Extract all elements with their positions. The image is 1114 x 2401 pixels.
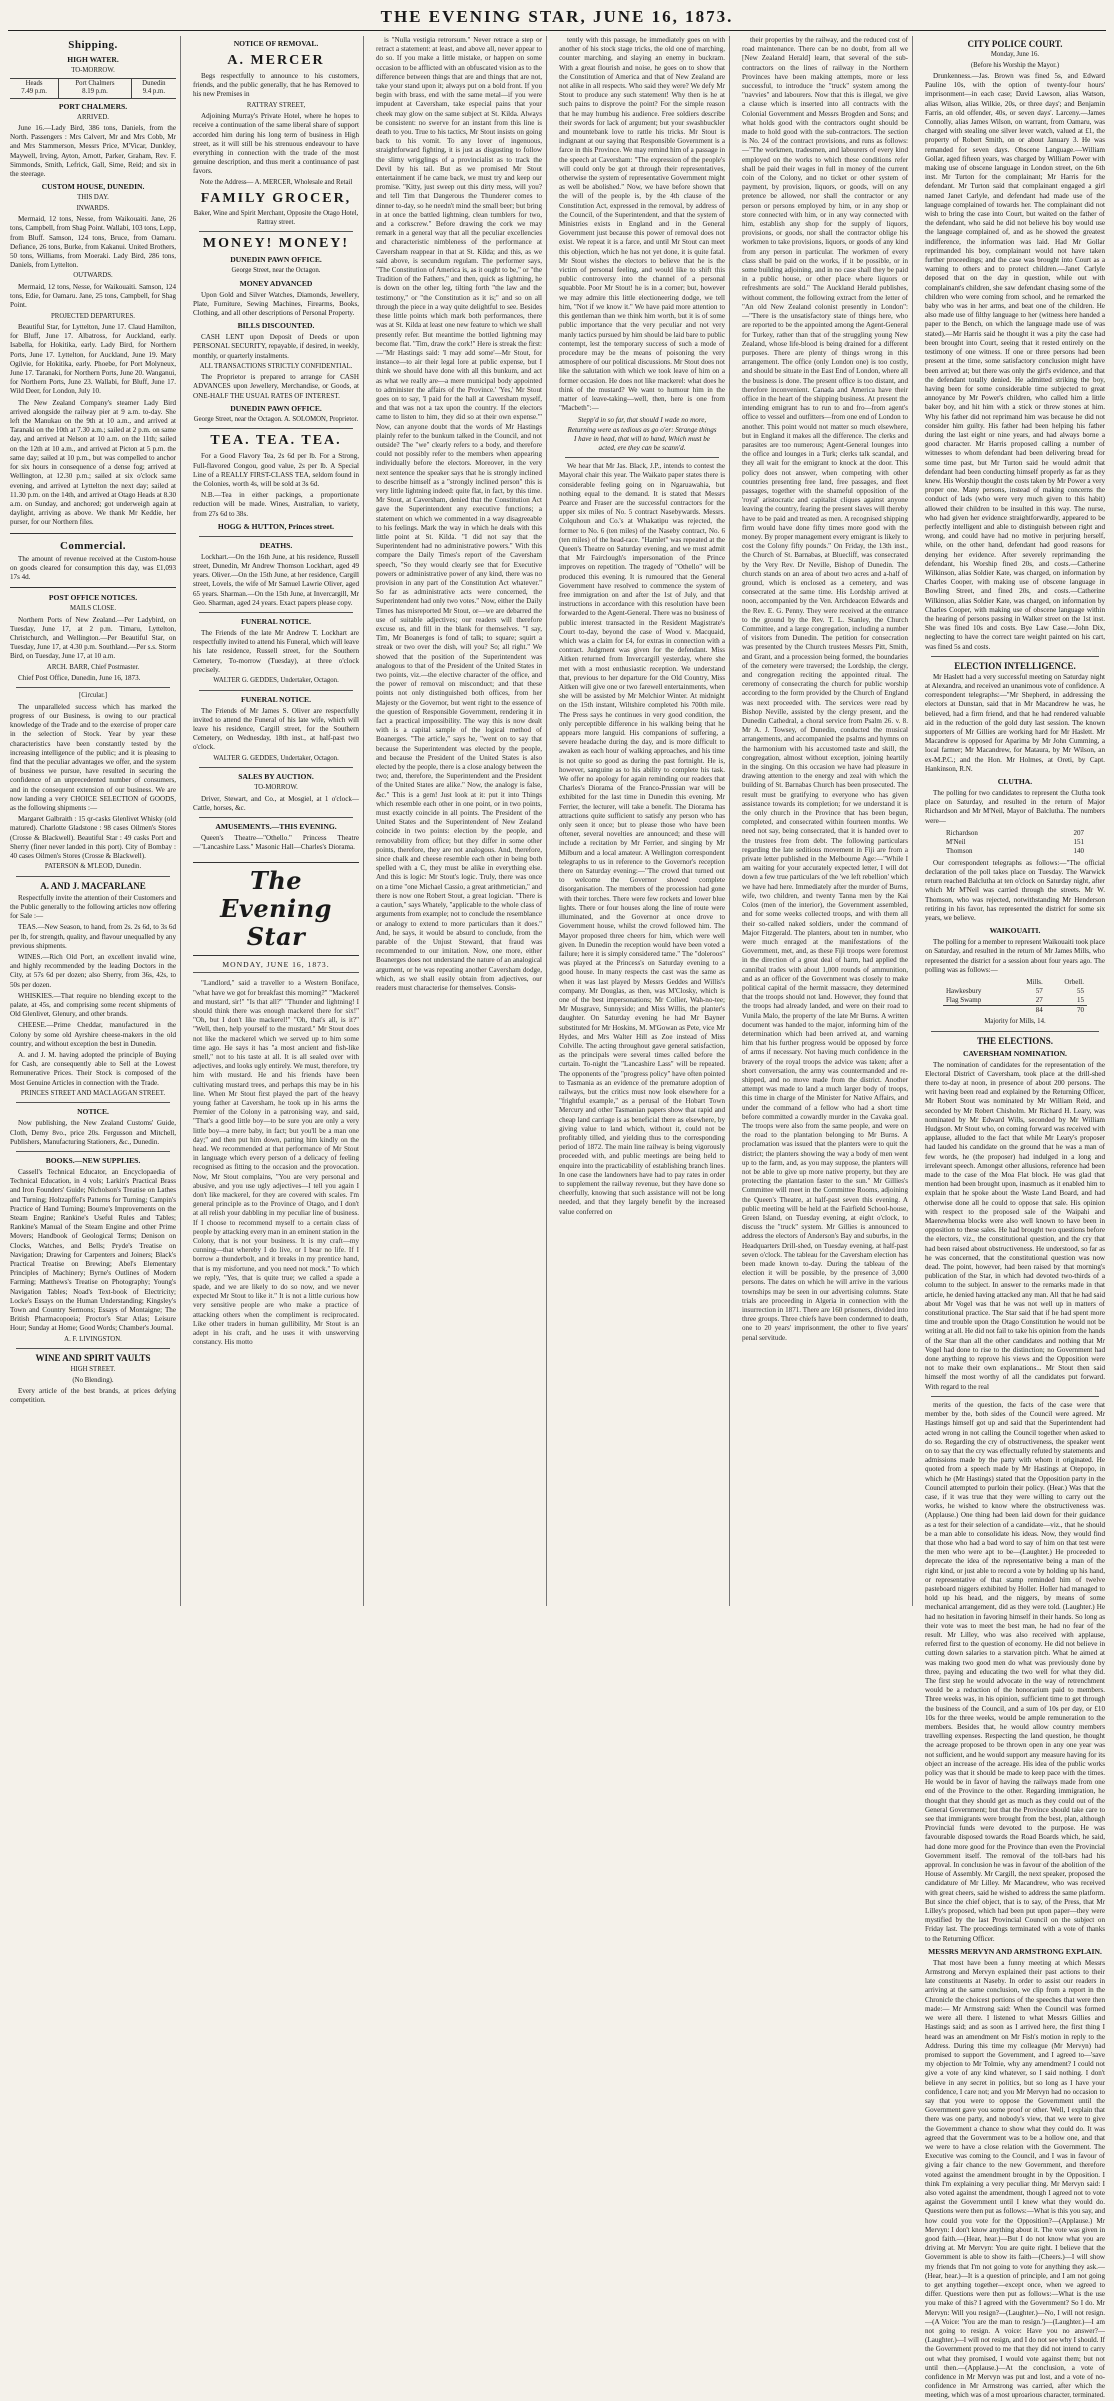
projected-text: Beautiful Star, for Lyttelton, June 17. Claud Hamilton, for Bluff, June 17. Albatross, for Auckland, early. Isabella, for Hokitika, early. Lady Bird, for Northern Ports, June 17. Lyttelton, for Auckland, June 19. Mary Ogilvie, for Hokitika, early. Phoebe, for Port Molyneux, June 17. Taranaki, for Northern Ports, June 20. Wanganui, for Northern Ports, June 23. Wallabi, for Bluff, June 17. Wild Deer, for London, July 10. — [10, 323, 176, 396]
tide-cell-dunedin: Dunedin 9.4 p.m. — [142, 79, 166, 95]
inwards-text: Mermaid, 12 tons, Nesse, from Waikouaiti. Jane, 26 tons, Campbell, from Shag Point. Wallabi, 103 tons, Lepp, from Bluff. Samson, 124 tons, Bruce, from Oamaru. Defiance, 26 tons, Burke, from Kakanui. United Brothers, 50 tons, Williams, from Moeraki. Lady Bird, 286 tons, Daniels, from Lyttelton. — [10, 215, 176, 270]
amusements-text: Queen's Theatre—"Othello." Princess Theatre—"Lancashire Lass." Masonic Hall—Charles's Diorama. — [193, 833, 359, 852]
projected-heading: PROJECTED DEPARTURES. — [51, 312, 135, 320]
deaths-heading: DEATHS. — [259, 540, 293, 550]
column-2 — [189, 36, 364, 1606]
post-office-heading: POST OFFICE NOTICES. — [48, 593, 138, 603]
amusements-heading: AMUSEMENTS.—THIS EVENING. — [215, 821, 337, 831]
conf-heading: ALL TRANSACTIONS STRICTLY CONFIDENTIAL. — [199, 362, 353, 370]
auction-heading: SALES BY AUCTION. — [238, 772, 314, 782]
column-5 — [738, 36, 913, 1606]
hogg-sign: HOGG & HUTTON, Princes street. — [217, 521, 335, 531]
aj-teas: TEAS.—New Season, to hand, from 2s. 2s 6d, to 3s 6d per lb, for strength, quality, and flavour unequalled by any previous shipments. — [10, 923, 176, 950]
tea-text: For a Good Flavory Tea, 2s 6d per lb. For a Strong, Full-flavored Congou, good value, 2s per lb. A Special Line of a REALLY FIRST-CLASS TEA, seldom found in the Colonies, worth 4s, will be sold at 3s 6d. — [193, 452, 359, 488]
clutha-heading: CLUTHA. — [997, 777, 1033, 787]
court-date: Monday, June 16. — [990, 51, 1040, 58]
customs-heading: CUSTOM HOUSE, DUNEDIN. — [41, 182, 145, 192]
clutha-text: The polling for two candidates to represent the Clutha took place on Saturday, and resulted in the return of Major Richardson and Mr M'Neil, Mayor of Balclutha. The numbers were— — [925, 789, 1105, 825]
court-before: (Before his Worship the Mayor.) — [970, 61, 1060, 69]
books-heading: BOOKS.—NEW SUPPLIES. — [45, 1155, 141, 1165]
circular-text: The unparalleled success which has marked the progress of our Business, is owing to our practical knowledge of the Trade and to the exercise of proper care in the selection of Stock. Year by year these characteristics have been constantly tested by the increasing intelligence of the public; and it is pleasing to find that the peculiar advantages we offer, and the system of business we pursue, have resulted in securing the confidence of an unprecedented number of consumers, and in the consequent extension of our business. We are now landing a very CHOICE SELECTION of GOODS, as the following shipments :— — [10, 702, 176, 813]
mails-close-heading: MAILS CLOSE. — [69, 605, 117, 613]
election-heading: ELECTION INTELLIGENCE. — [954, 660, 1076, 671]
arrived-text: June 16.—Lady Bird, 386 tons, Daniels, from the North. Passengers : Mrs Calvert, Mr and Mrs Cobb, Mr and Mrs Stammerson, Messrs Price, M'Vicar, Dunkley, Maywell, Irving, Ayton, Arnott, Parker, Graham, Rev. F. Simmonds, Smith, Lefrick, Gall, Sime, Reid; and six in the steerage. — [10, 124, 176, 179]
wine-note: (No Blending). — [72, 1376, 114, 1384]
mercer-heading: A. MERCER — [227, 53, 325, 68]
aj-text: Respectfully invite the attention of their Customers and the Public generally to the following articles now offering for Sale :— — [10, 893, 176, 921]
pawn-text-2: The Proprietor is prepared to arrange for CASH ADVANCES upon Jewellery, Merchandise, or Goods, at ONE-HALF THE USUAL RATES OF INTEREST. — [193, 373, 359, 400]
clutha-row: M'Neil 151 — [946, 837, 1084, 846]
clutha-row: Thomson 140 — [946, 846, 1084, 855]
court-heading: CITY POLICE COURT. — [967, 39, 1063, 49]
elections-heading: THE ELECTIONS. — [976, 1035, 1054, 1046]
aj-cheese: CHEESE.—Prime Cheddar, manufactured in the Colony by some old Ayrshire cheese-makers in the old country, and without exception the best in Dunedin. — [10, 1021, 176, 1048]
column-6-main — [921, 36, 1109, 2400]
bills-heading: BILLS DISCOUNTED. — [237, 321, 315, 331]
high-water-sub: TO-MORROW. — [71, 67, 115, 74]
waik-row: Hawkesbury 57 55 — [946, 987, 1084, 996]
customs-this-day: THIS DAY. — [77, 194, 109, 202]
mercer-address: Note the Address— A. MERCER, Wholesale and Retail — [199, 178, 353, 186]
inwards-heading: INWARDS. — [76, 204, 110, 212]
wine-sub: HIGH STREET. — [70, 1366, 116, 1374]
circular-items: Margaret Galbraith : 15 qr-casks Glenlivet Whisky (old matured). Charlotte Gladstone : 98 cases Oilmen's Stores (Crosse & Blackwell). Beautiful Star : 49 casks Port and Sherry (finer never landed in this port). City of Bombay : 40 cases Oilmen's Stores (Crosse & Blackwell). — [10, 815, 176, 861]
shipping-heading: Shipping. — [68, 39, 118, 51]
column-1 — [6, 36, 181, 1606]
mails-office: Chief Post Office, Dunedin, June 16, 1873. — [18, 674, 141, 683]
speech-continued: merits of the question, the facts of the case were that member by the, both sides of the Council were agreed. Mr Hastings himself got up and said that the Superintendent had acted wrong in not calling the Council together when asked to do so. Regarding the cry of obstructiveness, the speaker went on to say that the cry was effectually refuted by statements and admissions made by the party with whom it originated. He quoted from a speech made by Mr Hastings at Otepopo, in which he (Mr Hastings) stated that the Opposition party in the Council attempted to purloin their policy. (Hear.) Was that the case, if it was true that they were willing to carry out the works, he wished to know where the obstructiveness was. (Applause.) One thing had been laid down for their guidance as a test for their selection of a candidate—viz., that he should be a man able to consolidate his ideas. Now, they would find that those who had a bad word to say of him on that test were the men who were apt to be—(Laughter.) He proceeded to deprecate the idea of the representative being a man of the right kind, or just able to record a vote by holding up his hand, or representative of that stamp reminded him of twelve pasteboard niggers exhibited by Holler. Holler had managed to hold up his head, and the niggers, by means of some mechanical arrangement, did as they were told. (Laughter.) He had no hesitation in favoring himself in their hands. So long as their vote was to meet the best man, he had no fear of the result. Mr Lilley, who was also received with applause, referred first to the question of economy. He did not believe in cutting down salaries to a starvation pitch. What he aimed at was making two good men do what was previously done by three, paying and educating the two well for what they did. The first step he would advocate in the way of retrenchment would be a reduction of the honorarium paid to members. Three weeks was, in his opinion, sufficient time to get through the business of the Council, and a sum of 10s per day, or £10 10s for the three weeks, would be ample remuneration to the members. Besides that, he would allow country members travelling expenses. Respecting the land question, he thought the acreage proposed to be thrown open in any one year was not sufficient, and he would support any measure having for its object an increase of the acreage. His idea of the public works policy was that it should be made to keep pace with the times. He would be in favor of having the railways made from one end of the Province to the other. Regarding immigration, he thought that they should get as much as they could out of the General Government; but that the Province should take care to see that immigrants were brought from the best, plan, although Provincial funds were devoted to the purpose. He was favourable disposed towards the Road Boards which, he said, had done more good for the Province than even the Provincial Government itself. The removal of the toll-bars had his approval. In conclusion he was in favour of the abolition of the House of Assembly. Mr Cargill, the next speaker, proposed the candidature of Mr Lilley. Mr Macandrew, who was received with great cheers, said he wished to address the same platform. But since the chief object, that is to say, of the Press, that Mr Lilley's proposed, which had been put upon paper—they were mystified by the last Provincial Council on the subject on Friday last. The proceedings terminated with a vote of thanks to the Returning Officer. — [925, 1400, 1105, 1943]
leader-continued: is "Nulla vestigia retrorsum." Never retrace a step or retract a statement: at least, and above all, never appear to do so. If you make a little mistake, or happen on some occasion to be afflicted with an obfuscated vision as to the difference between things that are and things that are not, take your stand upon it; always put on a bold front. If you begin with brass, end with the same metal—if you were impudent at Caversham, take especial pains that your cheek may glow on the same subject at St. Kilda. Always be consistent: no swerve for an instant from this line is death to you. True to his tactics, Mr Stout insists on going back to his vomit. To any lover of ingenuous, straightforward fighting, it is just as disgusting to follow the slimy wrigglings of a provincialist as to track the Devil by his tail. But as we promised Mr Stout entertainment if he came back, we must try and keep our promise. "Kitty, just sweep out this dirty mess, will you? and tell Tim that Dangerous the Thunderer comes to dinner to-day, so he needn't mind the small beer; but bring in at once the battled lightning, clean tumblers for two, and a corkscrew." Before drawing the cork we may remark in a general way that all the peculiar excellencies and characteristic nimbleness of the performance at Caversham reappear in that at St. Kilda; and this, as we said above, is secundum regulam. The performer says, "The Constitution of America is, as it ought to be," or "the Tradition of the Fathers," and then, quick as lightning, he is down on the other leg, tilting forth "the law and the testimony," or "the Constitution as it is;" and so on all through the piece in a way quite delightful to see. Besides these little points which mark both performances, there was at St. Kilda at least one new feature to which we shall presently refer. But meantime the bottled lightning may become flat. "Tim, draw the cork!" Here is streak the first:—"Mr Hastings said: 'I may add some'—Mr Stout, for instance—to air their legal lore at public expense, but I think we should have done with all this bunkum, and act as what we really are—a mere municipal body appointed to administer the affairs of the Province.' 'Yes,' Mr Stout goes on to say, 'I paid for the hall at Caversham myself, and that was not a tax upon the country. If the electors came to listen to him, they did so at their own expense.'" Now, can anyone doubt that the words of Mr Hastings plainly refer to the bunkum talked in the Council, and not outside? The "we" clearly refers to a body, and therefore could not possibly refer to the members when appearing individually before the electors. Moreover, in the very next sentence the speaker says that he is strongly inclined to describe himself as a "strongly inclined person" this is very little lightning indeed: quite flat, in fact, by this time. Mr Stout, at Caversham, denied that the Constitution Act gave the Superintendent any executive functions; a statement on which we commented in a way disagreeable to his feelings. Mark the way in which he deals with this little point at St. Kilda. "I did not say that the Superintendent had no administrative powers." With this compare the Daily Times's report of the Caversham speech, "So they would clearly see that for Executive powers or administrative power of any kind, there was no provision in any part of the Constitution Act whatever." So far as administrative acts were concerned, the Superintendent had only two votes." Now, either the Daily Times has misreported Mr Stout, or—we are debarred the use of suitable adjectives; our readers will therefore excuse us, and fill in the blank for themselves. "I say, Tim, Mr Boanerges is fond of talk; to square; squirt a streak or two over the dish, will you? So; all right." We showed that the position of the Superintendent was analogous to that of the President of the United States in two points, viz.—the elective character of the office, and the power of removal on misconduct; and that these points not only distinguished both offices, from her Majesty or the Governor, but went right to the essence of the question of Responsible Government, rendering it in fact a practical impossibility. The way this is now dealt with is a capital sample of the logical method of Boanerges. "The article," says he, "went on to say that because the Superintendent was elected by the people, and because the President of the United States is also elected by the people, there is a close analogy between the two; and, therefore, the Superintendent and the President of the United States are alike." Now, the analogy is false, &c." This is a gem! Just look at it: put it into Things which resemble each other in one point, or in two points, must exactly coincide in all points. The President of the United States and the Superintendent of New Zealand coincide in two points: election by the people, and removability from office; but they differ in some other points, therefore, they are not analogous. And, therefore, since chalk and cheese resemble each other in being both spelled with a C, they must be alike in everything else. And this is logic: Mr Stout's logic. Truly, there was once on a time "one Michael Cassio, a great arithmetician," and there is now one Robert Stout, a great logician. "There is a caution," says Whately, "applicable to the whole class of arguments from example; not to conclude the resemblance or analogy to extend to more particulars than it does." And, he says, it would be absurd to conclude, from the parable of the Unjust Steward, that fraud was recommended to our imitation. Now, one more, either Boanerges does not understand the nature of an analogical argument, or he was repeating another Caversham dodge, which, as we shall easily obtain from adjectives, our readers must characterise for themselves. Consis- — [376, 36, 542, 992]
funeral-heading-1: FUNERAL NOTICE. — [240, 617, 312, 626]
circular-sign: PATERSON & M'LEOD, Dunedin. — [44, 863, 142, 871]
clutha-row: Richardson 207 — [946, 828, 1084, 837]
pawn-heading: DUNEDIN PAWN OFFICE. — [230, 255, 322, 265]
books-text: Cassell's Technical Educator, an Encyclopaedia of Technical Education, in 4 vols; Larkin's Practical Brass and Iron Founders' Guide; Nicholson's Treatise on Lathes and Turning; Holtzapffel's Patterns for Turning; Campin's Practice of Hand Turning; Bourne's Improvements on the Steam Engine; Rankine's Useful Rules and Tables; Rankine's Manual of the Steam Engine and other Prime Movers; Handbook of Geological Terms; Denison on Clocks, Watches, and Bells; Pryde's Treatise on Navigation; Drawing for Carpenters and Joiners; Black's Practical Treatise on Brewing; Abel's Elementary Principles of Machinery; Byrne's Outlines of Modern Farming; Matthews's Treatise on Photography; Young's Navigation Tables; Noad's Text-book of Electricity; Locke's Essays on the Human Understanding; Kingsley's Town and Country Sermons; Essays of Montaigne; The British Pharmacopoeia; Proctor's Star Atlas; Leisure Hour; Sunday at Home; Good Words; Chamber's Journal. — [10, 1167, 176, 1333]
pawn-office: DUNEDIN PAWN OFFICE. — [230, 403, 322, 413]
news-continued: their properties by the railway, and the reduced cost of road maintenance. There can be no doubt, from all we [New Zealand Herald] learn, that several of the sub-contractors on the lines of railway in the Northern Provinces have been making attempts, more or less successful, to introduce the "truck" system among the "navvies" and labourers. Now that this is illegal, we give a clause which is inserted into all contracts with the Colonial Government and Messrs Brogden and Sons; and what holds good with the contractors ought should be made to hold good with the sub-contractors. The section is No. 24 of the contract provisions, and runs as follows:—"The workmen, tradesmen, and labourers of every kind employed on the works to which these conditions refer shall be paid their wages in full in money of the current coin of the Colony, and no ticket or other system of payment, by provision, liquors, or goods, will on any pretence be allowed, nor shall the contractor or any person or persons employed by him, or in any shop or store connected with him, or in any way connected with him, establish any shop for the supply of liquors, provisions, or goods, nor shall the contractor oblige his workmen to take provisions, liquors, or goods of any kind from any person in particular. The workmen of every class shall be paid on the works, if it be possible, or in some building adjoining, and in no case shall they be paid in a public house, or other place where liquors or refreshments are sold." The Auckland Herald publishes, without comment, the following extract from the letter of "An old New Zealand colonist presently in London":—"There is the unsatisfactory state of things here, who are reported to be the appointed among the Agent-General for Turkey, rather than that of the struggling young New Zealand, whose life-blood is being drained for a different purposes. There are plenty of things wrong in this arrangement. The office (only London one) is too costly, and should be situate in the East End of London, where all the business is done. The present office is too distant, and therefore inconvenient. Canada and America have their office in the heart of the shipping business. At present the intending emigrant has to run to and fro—from agent's office to vessel and outfitters—from one end of London to another. This point would not matter so much elsewhere, but in England it makes all the difference. The clerks and parasites are too numerous; Agent-General lounges into the office and lounges in a Turk; clerks talk scandal, and they all wait for the emigrant to knock at the door. This policy does not answer, when competing with other countries presenting free land, free passages, and fleet passages, together with the shameful opposition of the 'royal' aristocratic and capitalist cliques against anyone leaving the country, fearing the present slaves will thereby have to be paid and treated as men. A recognised shipping firm would have done fifty times more good with the money. By proper management every emigrant is likely to cost the Colony fifty pounds." On Friday, the 13th inst., the Church of St. Barnabas, at Bluecliff, was consecrated by the Very Rev. Dr Neville, Bishop of Dunedin. The church stands on an area of about two acres and a-half of ground, which is enclosed as a cemetery, and was consecrated at the same time. His Lordship arrived at noon, accompanied by the Ven. Archdeacon Edwards and the Rev. E. G. Penny. They were received at the entrance to the ground by the Rev. T. L. Stanley, the Church Committee, and a large congregation, including a number of visitors from Dunedin. The petition for consecration was presented by the Church trustees Messrs Pitt, Smith, and Grant, and a procession being formed, the boundaries of the cemetery were traversed; the Lordship, the clergy, and congregation reciting the appointed ritual. The ceremony of consecrating the church for public worship according to the form provided by the Church of England was next proceeded with. The services were read by Bishop Neville, assisted by the clergy present, and the Dunedin Cathedral, a choral service from Psalm 26. v. 8. Mr A. J. Towsey, of Dunedin, conducted the musical arrangements, and accompanied the psalms and hymns on the harmonium with his accustomed taste and skill, the congregation, almost without exception, joining heartily in the singing. On this occasion we have had pleasure in drawing attention to the energy and zeal with which the building of St. Barnabas Church has been prosecuted. The result must be gratifying to everyone who has given assistance towards its completion; for we understand it is the only church in the Province that has been begun, completed, and consecrated within fourteen months. We need not say, being consecrated, that it is handed over to the trustees free from debt. The following particulars regarding the late seditious movement in Fiji are from a private letter published in the Melbourne Age:—"While I am waiting for your accurately expected letter, I will dot down a few true particulars of the 'we left rebellion' which we have had here. Immediately after the murder of Burns, wife, two children, and twenty Tanna men by the Kai Colos (men of the interior), the Government assembled, and for some weeks collected troops, and with them all their so-called naked soldiers, under the command of Major Fitzgerald. The planters, about ten in number, who were much enraged at the manifestations of the Government, met, and, as these Fiji troops were foremost in the direction of a great deal of harm, had applied the cannibal trades with about 1,000 rounds of ammunition, and as an officer of the Government was closely to make political capital of the hermit massacre, they determined that the troops should not land. However, they found that the troops had already landed, and were on their road to Vunila Malo, the property of the late Mr Burns. A written document was handed to the major, informing him of the determination which had been arrived at, and warning him that his further progress would be opposed by force of arms if necessary. Not having much confidence in the bravery of the royal troops the advice was taken; after a short conversation, the army was countermanded and re-shipped, and no move made from the district. Another attempt was made to land a much larger body of troops, this time in charge of the Minister for Native Affairs, and under the command of a fellow who had a short time before committed a cowardly murder in the Cavaka goal. The troops were also from the same people, and were on the road to the plantation belonging to Mr Burns. A proclamation was issued that the planters were to quit the district; the planters showing the way a body of men went up to the farm, and, as you may suppose, the planters will not be able to give up more native property, but they are protecting the plantation faster to the sun." Mr Gillies's Committee will meet in the Committee Rooms, adjoining the Queen's Theatre, at half-past seven this evening. A public meeting will be held at the Fairfield School-house, Green Island, on Tuesday evening, at eight o'clock, to discuss the "truck" system. Mr Gillies is announced to address the electors of Anderson's Bay and suburbs, in the Headquarters Drill-shed, on Tuesday evening, at half-past seven o'clock. The tableau for the Caversham election has been made known to-day. During the tableau of the election it will be possible, by the presence of 3,000 persons. The dates on which he will arrive in the various townships may be seen in our advertising columns. State trials are proceeding in Algeria in connection with the insurrection in 1871. There are 160 prisoners, divided into three groups. Three chiefs have been condemned to death, one to 20 years' imprisonment, the other to five years' penal servitude. — [742, 36, 908, 1342]
mails-text: Northern Ports of New Zealand.—Per Ladybird, on Tuesday, June 17, at 2 p.m. Timaru, Lyttelton, Christchurch, and Wellington.—Per Beautiful Star, on Tuesday, June 17, at 4.30 p.m. Southland.—Per s.s. Storm Bird, on Tuesday, June 17, at 10 a.m. — [10, 615, 176, 661]
funeral-text-2: The Friends of Mr James S. Oliver are respectfully invited to attend the Funeral of his late wife, which will leave his residence, Cargill street, for the Southern Cemetery, on Wednesday, 18th inst., at half-past two o'clock. — [193, 706, 359, 752]
family-grocer-heading: FAMILY GROCER, — [200, 191, 352, 207]
court-text: Drunkenness.—Jas. Brown was fined 5s, and Edward Pauline 10s, with the option of twenty-four hours' imprisonment—in each case; David Lawson, alias Watson, alias Wilson, alias Wilkie, 20s, or three days'; and Benjamin Farris, an old offender, 40s, or seven days'. Larceny.—James Connolly, alias James Wilson, on warrant, from Oamaru, was charged with stealing one silver lever watch, valued at £1, the property of Robert Smith, on or about January 3. He was remanded for seven days. Obscene Language.—William Gollar, aged fifteen years, was charged by William Power with making use of obscene language in London street, on the 6th inst. Mr Turton for the complainant; Mr Harris for the defendant. Mr Turton said that complainant engaged a girl named Janet Carlyle, and defendant had made use of the language complained of towards her. The complainant did not wish to bring the case into Court, but waited on the father of the defendant, who said he did not believe his boy would use the language complained of, and as he showed the greatest indifference, the information was laid. Had Mr Gollar reprimanded his boy, complainant would not have taken further proceedings; and the case was brought into Court as a warning to others and to protect children.—Janet Carlyle deposed that on the day in question, while out with complainant's children, she saw defendant chasing some of the children who were coming from school, and he remarked the baby who was in her arms, and beat one of the children. He also made use of filthy language to her (witness here handed a paper to the Bench, on which the language made use of was stated).—Mr Harris said he thought it was a pity the case had been brought into Court, seeing that it rested entirely on the testimony of one witness. If one or three persons had been present at the time, some satisfactory conclusion might have been arrived at; but there was only the girl's evidence, and that the defendant totally denied. He admitted striking the boy, having been for some considerable time subjected to great annoyance by Mr Power's children, who called him a little baker boy, and hit him with a stick or threw stones at him. Why his father did not reprimand him was because he did not consider him guilty. His father had been helping his father during the last eight or nine years, and had always borne a good character. Mr Harris proposed calling a number of witnesses to whom defendant had been delivering bread for some time past, but Mr Turton said he would admit that defendant had been conducting himself properly as far as they knew. His Worship thought the costs taken by Mr Power a very proper one. Many persons, instead of making concerns the conduct of lads (who were very much given to this habit) allowed their children to be insulted in this way. The nurse, who had given her evidence straightforwardly, appeared to be perfectly intelligent and able to distinguish between right and wrong, and could have had no motive in perjuring herself, while, on the other hand, defendant had good reasons for denying her evidence. After severely reprimanding the defendant, his Worship fined 20s, and costs.—Catherine Wilkinson, alias Soldier Kate, was charged, on information by Charles Cooper, with making use of obscene language in Bowling Street, and fined 20s, and costs.—Catherine Wilkinson, alias Soldier Kate, was charged, on information by Charles Cooper, with making use of obscene language within the hearing of persons passing in Walker street on the 1st inst. She was fined 10s and costs. Bye Law Case.—John Dix, neglecting to have the correct tare weight painted on his cart, was fined 5s and costs. — [925, 72, 1105, 651]
clutha-poll-table — [943, 829, 1087, 856]
mails-sign: ARCH. BARR, Chief Postmaster. — [46, 663, 140, 671]
column-3 — [372, 36, 547, 1606]
pawn-sign: George Street, near the Octagon. A. SOLOMON, Proprietor. — [193, 415, 359, 423]
leader-end: tently with this passage, he immediately goes on with another of his stock stage tricks, the old one of marching, counter marching, and slaying an enemy in buckram. With a great flourish and noise, he goes on to show that the Constitution of America and that of New Zealand are not alike in all respects. Who said they were? We defy Mr Stout to produce any such statement! Why then is he at such pains to disprove the point? For the simple reason that he may humbug his audience. Free soldiers describe their swords for lack of argument; but your swashbuckler and mountebank love to rattle his tricks. Mr Stout is indignant at our saying that Responsible Government is a farce in this Province. We may remind him of a passage in the speech at Caversham: "The expression of the people's will could only be got at through their representatives, otherwise the system of representative Government might as well be abolished." Now, we have before shown that the will of the people is, by the 4th clause of the Constitution Act, expressed in the removal, by address of the Council, of the Superintendent, and that the system of Ministries exists in England and in the General Government just because this power of removal does not exist. We repeat it is a farce, and until Mr Stout can meet this objection, which he has not yet done, it is quite fatal. Mr Stout wishes the electors to believe that he is the victim of personal feeling, and would like to shift this public controversy into the channel of a personal squabble. Poor Mr Stout! he is in a corner; but, however we may admire this little electioneering dodge, we tell him, "Not if we know it." We have paid more attention to this gentleman than we think him worth, but it is of some public importance that the very peculiar and not very manly tactics pursued by him should be laid bare to public contempt, lest the temporary success of such a mode of procedure may be the means of poisoning the very atmosphere of our political discussions. Mr Stout does not like the salutation with which we took leave of him on a former occasion. He does not like mackerel: what does he think of the mustard? We want to humour him in the matter of leave-taking—well, then, here is one from "Macbeth":— — [559, 36, 725, 413]
column-4 — [555, 36, 730, 1606]
high-water-heading: HIGH WATER. — [67, 55, 119, 64]
funeral-text-1: The Friends of the late Mr Andrew T. Lockhart are respectfully invited to attend his Funeral, which will leave his late residence, Russell street, for the Southern Cemetery, To-morrow (Tuesday), at three o'clock precisely. — [193, 629, 359, 674]
mercer-street: RATTRAY STREET, — [246, 101, 306, 109]
shipping-note: The New Zealand Company's steamer Lady Bird arrived alongside the railway pier at 9 a.m. to-day. She left the Manukau on the 9th at 10 a.m., and arrived at Taranaki on the 10th at 7.30 a.m.; sailed at 2 p.m. on same day, and arrived at Nelson at 10 a.m. on the 11th; sailed on the 12th at 10 a.m., and arrived at Picton at 5 p.m. the same day; sailed at 10 p.m., but was compelled to anchor for six hours in consequence of a dense fog; arrived at Wellington, at 12.30 p.m.; sailed at six o'clock same evening, and arrived at Lyttelton the next day; sailed at 11.30 p.m. on the 14th, and arrived at Otago Heads at 8.30 a.m. on Sunday, and anchored; got underweigh again at daylight, arriving as above. We thank Mr Keddie, her purser, for our Northern files. — [10, 398, 177, 527]
aj-address: PRINCES STREET AND MACLAGGAN STREET. — [20, 1089, 166, 1097]
aj-whisky: WHISKIES.—That require no blending except to the palate, at 45s, and comprising some recent shipments of Old Glenlivet, Glenury, and other brands. — [10, 991, 176, 1019]
auction-text: Driver, Stewart, and Co., at Mosgiel, at 1 o'clock—Cattle, horses, &c. — [193, 794, 359, 812]
outwards-text: Mermaid, 12 tons, Nesse, for Waikouaiti. Samson, 124 tons, Edie, for Oamaru. Jane, 25 tons, Campbell, for Shag Point. — [10, 282, 176, 310]
arrived-heading: ARRIVED. — [77, 113, 109, 121]
books-sign: A. F. LIVINGSTON. — [64, 1335, 122, 1343]
wine-heading: WINE AND SPIRIT VAULTS — [35, 1353, 151, 1364]
circular-heading: [Circular.] — [78, 692, 108, 700]
aj-closing: A. and J. M. having adopted the principle of Buying for Cash, are consequently able to Sell at the Lowest Remunerative Prices. Their Stock is composed of the Most Genuine Articles in connection with the Trade. — [10, 1051, 176, 1087]
funeral-sign-2: WALTER G. GEDDES, Undertaker, Octagon. — [213, 754, 339, 762]
page-masthead: THE EVENING STAR, JUNE 16, 1873. — [8, 4, 1106, 31]
pawn-sub: George Street, near the Octagon. — [231, 267, 321, 275]
caversham-heading: CAVERSHAM NOMINATION. — [963, 1048, 1067, 1058]
leader-text: "Landlord," said a traveller to a Western Boniface, "what have we got for breakfast this morning?" "Mackerel and mustard, sir!" "Is that all?" "Thunder and lightning! I should think there was enough mackerel there for six!" "Oh, but I don't like mackerel!" "Oh, that's all, is it?" "Well, then, help yourself to the mustard." Mr Stout does not like the mackerel which we served up to him some time ago. He says it has "a most ancient and fish-like smell," not to his taste at all. It is all sealed over with adjectives, and looks ugly entirely. We must, therefore, try him with mustard. He and his friends have been cultivating mustard trees, and perhaps this may be in his line. When Mr Stout first played the part of the heavy young father at Caversham, he took up in his arms the Premier of the Colony in a patronising way, and said, "That's a good little boy—to be sure you are only a very little boy—a mere baby, in fact; but you'll be a man one day;" and then put him down, patting him kindly on the head. We recommended at that performance of Mr Stout in language which every person of a delicacy of feeling recognised as fitting to the occasion and the provocation. Now, Mr Stout complains, "You are very personal and abusive, and you use ugly adjectives—I tell you again I don't like mackerel, for they are covered with scales. I'm general principle as to the Province of Otago, and I don't at all relish your dabbling in my peculiar line of business. If I choose to recommend myself to a certain class of people by attacking every man in an eminent station in the Colony, that is not your business. It is my craft—my cunning—that whereby I do live, or I bear no life. If I borrow a thunderbolt, and it breaks in my prentice hand, that is my misfortune, and you need not mock." To which we reply, "Yes, that is quite true; we called a spade a spade, and we are likely to do so now, and we never expected Mr Stout to like it." It is not a little curious how very sensitive people are who make a practice of attacking others when the compliment is reciprocated. Like other traders in human gullibility, Mr Stout is an adept in his craft, and he uses it with unswerving constancy. His motto — [193, 979, 359, 1347]
paper-title: The Evening Star — [193, 862, 359, 956]
tide-cell-port: Port Chalmers 8.19 p.m. — [59, 78, 132, 98]
port-chalmers-heading: PORT CHALMERS. — [58, 101, 128, 111]
notice-text: Now publishing, the New Zealand Customs' Guide, Cloth, Demy 8vo., price 20s. Fergusson and Mitchell, Publishers, Manufacturing Stationers, &c., Dunedin. — [10, 1119, 176, 1146]
mercer-sub: Baker, Wine and Spirit Merchant, Opposite the Otago Hotel, Rattray street. — [193, 210, 359, 226]
aj-heading: A. AND J. MACFARLANE — [40, 880, 146, 891]
removal-heading: NOTICE OF REMOVAL. — [233, 39, 319, 48]
pawn-adv: MONEY ADVANCED — [239, 278, 313, 288]
funeral-sign-1: WALTER G. GEDDES, Undertaker, Octagon. — [213, 677, 339, 685]
paper-date: MONDAY, JUNE 16, 1873. — [193, 960, 359, 973]
tea-text-2: N.B.—Tea in either packings, a proportionate reduction will be made. Wines, Australian, to variety, from 27s 6d to 38s. — [193, 491, 359, 518]
deaths-text: Lockhart.—On the 16th June, at his residence, Russell street, Dunedin, Mr Andrew Thomson Lockhart, aged 49 years. Oliver.—On the 15th June, at her residence, Cargill street, Lovels, the wife of Mr Samuel Lawrie Oliver, aged 65 years. Sharman.—On the 15th June, at Invercargill, Mr Geo. Sharman, aged 24 years. Exact papers please copy. — [193, 552, 359, 607]
money-heading: MONEY! MONEY! — [202, 236, 350, 252]
waik-row: 84 70 — [943, 1006, 1087, 1016]
waikouaiti-majority: Majority for Mills, 14. — [984, 1018, 1046, 1026]
waikouaiti-heading: WAIKOUAITI. — [989, 926, 1041, 936]
commercial-heading: Commercial. — [59, 539, 127, 552]
caversham-text: The nomination of candidates for the representation of the Electoral District of Caversham, took place at the drill-shed there to-day at noon, in presence of about 200 persons. The writ having been read and explained by the Returning Officer, Mr Robert Stout was nominated by Mr William Reid, and seconded by Mr Robert Chisholm. Mr Richard H. Leary, was nominated by Mr Edward Wills, seconded by Mr William Hudgson. Mr Stout who, on coming forward was received with applause, alluded to the fact that while Mr Leary's proposer had lauded his candidate on the ground that he was a man of few words, he (the proposer) had indulged in a long and irrelevant speech. Amongst other allusions, reference had been made to the case of the Moa Flat block. He was glad that mention had been brought upon, inasmuch as it enabled him to explain that he spoke about the Waste Land Board, and had otherwise done all he could to oppose that sale. His opinion with respect to the proposed sale of the Waipahi and Maerewhenua blocks were also well known to have been in opposition to these sales. He had brought two questions before the electors, viz., the constitutional question, and the cry that had been raised about obstructiveness. He understood, so far as he was concerned, that the constitutional question was now dead. The point, however, had been raised by that morning's publication of the Star, in which had devoted two-thirds of a column to the subject. In answer to the remarks made in that article, he denied having attacked any man. All that he had said about Mr Vogel was that he was not well up in matters of constitutional practice. The Star said that if he had spent more time and trouble upon the Otago Constitution he would not be writing at all. He did not fail to take his opinion from the hands of the Star than all the other candidates and nothing that Mr Vogel had done to rise to the distinction; no Government had done anything to reprove his views and the Opposition were not to make their own explanations... Mr Stout then said himself the most worthy of all the candidates put forward. With regard to the real — [925, 1060, 1105, 1391]
mercer-text: Begs respectfully to announce to his customers, friends, and the public generally, that he has Removed to his new Premises in — [193, 72, 359, 99]
pawn-text: Upon Gold and Silver Watches, Diamonds, Jewellery, Plate, Furniture, Sewing Machines, Firearms, Books, Clothing, and all other descriptions of Personal Property. — [193, 290, 359, 317]
mervyn-heading: MESSRS MERVYN AND ARMSTRONG EXPLAIN. — [928, 1946, 1102, 1956]
bills-text: CASH LENT upon Deposit of Deeds or upon PERSONAL SECURITY, repayable, if desired, in weekly, monthly, or quarterly instalments. — [193, 333, 359, 360]
auction-sub: TO-MORROW. — [254, 784, 298, 792]
election-text: Mr Haslett had a very successful meeting on Saturday night at Alexandra, and received an unanimous vote of confidence. A correspondent telegraphs:—"Mr Shepherd, in addressing the electors at Dunstan, said that in Mr Macandrew he was, he believed, had a firm friend, and that he had rendered valuable aid in the reduction of the gold duty last session. The known supporters of Mr Gillies are working hard for Mr Haslett. Mr Macandrew is opposed for Aparima by Mr John Cumming, a local farmer; Mr Macandrew, for Mataura, by Mr Wilson, an ex-M.P.C.; and the Hon. Mr Holmes, at Oreti, by Capt. Hankinson, R.N. — [925, 672, 1105, 773]
clutha-text-2: Our correspondent telegraphs as follows:—"The official declaration of the poll takes place on Tuesday. The Warwick return reached Balclutha at ten o'clock on Saturday night, after which Mr M'Neil was carried through the streets. Mr W. Thomson, who was rejected, notwithstanding Mr Henderson retiring in his favor, has represented the district for some six years, we believe. — [925, 858, 1105, 923]
notice-heading: NOTICE. — [77, 1107, 109, 1117]
aj-wines: WINES.—Rich Old Port, an excellent invalid wine, and highly recommended by the leading Doctors in the City, at 57s 6d per dozen; also Sherry, from 36s, 42s, to 50s per dozen. — [10, 953, 176, 989]
commercial-text: The amount of revenue received at the Custom-house on goods cleared for consumption this day, was £1,093 17s 4d. — [10, 554, 176, 581]
outwards-heading: OUTWARDS. — [73, 272, 113, 280]
waikouaiti-poll-table: Mills. Orbell. Hawkesbury 57 55 Flag Swamp 27 15 84 70 — [943, 978, 1087, 1015]
local-news: We hear that Mr Jas. Black, J.P., intends to contest the Mayoral chair this year. The Waikato paper states there is considerable feeling going on in Ngaruawahia, but nothing equal to the demand. It is stated that Messrs Pearce and Fraser are the successful contractors for the upper six miles of No. 5 contract Nasebywards. Messrs. Colquhoun and Co.'s at Whakatipu was rejected, the former to No. 6 (ten miles) of the Naseby contract, No. 6 (ten miles) of the head-race. "Hamlet" was repeated at the Queen's Theatre on Saturday evening, and we must admit that Mr Fairclough's impersonation of the Prince improves on repetition. The tragedy of "Othello" will be produced this evening. It is rumoured that the General Government have resolved to commence the system of free immigration on and after the 1st of July, and that instructions in accordance with this resolution have been forwarded to the Agent-General. There was no business of public interest transacted in the Resident Magistrate's Court to-day, beyond the case of Wood v. Macquaid, which was a claim for £4, for extras in connection with a contract. Judgment was given for the defendant. Miss Aitken returned from Invercargill yesterday, where she met with a most enthusiastic reception. We understand that, previous to her departure for the Old Country, Miss Aitken will give one or two farewell entertainments, when she will be assisted by Mr Melchior Winter. At midnight on the 15th instant, Wiltshire completed his 700th mile. The Press says he continues in very good condition, the only perceptible difference in his walking being that he appears more languid. His companions of suffering, a severe headache during the day, and is more difficult to awaken as each hour of walking approaches, and his time is not quite so good as during the past fortnight. He is, however, sanguine as to his ability to complete his task. We offer no apology for again reminding our readers that Charles's Diorama of the Franco-Prussian war will be exhibited for the last time in Dunedin this evening. Mr Ferrier, the lecturer, will take a benefit. The Diorama has attractions quite sufficient to satisfy any person who has only seen it once; but to please those who have been oftener, several novelties are announced; and these will include a recitation by Mr Ferrier, and singing by Mr Milburn and a local amateur. A Wellington correspondent telegraphs to us in reference to the Governor's reception there on Saturday evening:—"The crowd that turned out to welcome the Governor showed complete disorganisation. The members of the procession had gone with their torches. There were few rockets and lower blue lights. There or four houses along the line of route were illuminated, and the Governor at once drove to Government house, whilst the crowd followed him. The Mayor proposed three cheers for him, which were well given. In Dunedin the reception would have been voted a failure; here it is simply considered tame." The "doleroos" was played at the Princess's on Saturday evening to a good house. In many respects the cast was the same as when it was last played by Messrs Geddes and Willis's company. Mr Douglas, as then, was M'Closky, which is one of the best impersonations; Mr Collier, Wah-no-tee; Mr Musgrave, Sunnyside; and Miss Willis, the planter's daughter. On Saturday evening he had Mr Bayner substituted for Mr Hoskins, M. M'Gowan as Pete, vice Mr Hydes, and Mrs Walter Hill as Zoe instead of Miss Colville. The acting throughout gave general satisfaction, as the principals were several times called before the curtain. To-night the "Lancashire Lass" will be repeated. The opponents of the "progress policy" have often pointed to Tasmania as an evidence of the premature adoption of railways, but the critics must now look elsewhere for a "frightful example," as a perusal of the Hobart Town Mercury and other Tasmanian papers show that rapid and cheap land carriage is as beneficial there as elsewhere, by giving value to land which, without it, could not be profitably tilled, and yielding thus to the corresponding period of 1872. The main line railway is being vigorously proceeded with, and public meetings are being held to enquire into the practicability of establishing branch lines. In one case the landowners have had to pay rates in order to supplement the railway revenue, but they have done so cheerfully, knowing that such assistance will not be long needed, and that they largely benefit by the increased value conferred on — [559, 462, 725, 1216]
macbeth-quote: Stepp'd in so far, that should I wade no more, Returning were as tedious as go o'er: Strange things I have in head, that will to hand, Which must be acted, ere they can be scann'd. — [567, 416, 717, 452]
waik-row: Flag Swamp 27 15 — [946, 996, 1084, 1005]
mervyn-text: That most have been a funny meeting at which Messrs Armstrong and Mervyn explained their past actions to their late constituents at Naseby. In order to assist our readers in arriving at the same conclusion, we clip from a report in the Chronicle the choicest portions of the speeches that were then made:— Mr Armstrong said: When the Council was formed we were all there. I listened to what Messrs Gillies and Hastings said; and as soon as I arrived here, the first thing I heard was an amendment on Mr Fish's motion in reply to the Address. During this time my colleague (Mr Mervyn) had promised to support the Government, and I agreed to—'save my objection to Mr Tolmie, why any amendment? I could not give a vote of any kind whatever, so I said nothing. I don't believe in any secret in politics, but so long as I have your confidence, I care not; and you Mr Mervyn had no occasion to say that you were to oppose the Government until the Government gave you some proof or other. Well, I explain that there was one party, and nobody's view, that we were to give the Government a chance to show what they could do. It was agreed that the Government was to be a hollow one, and that we were to have a close relation with the Government. The Executive was coming to the Council, and I was in favour of giving a fair chance to the new Government, and therefore voted against the amendment brought in by the Opposition. I think I'm explaining a very peculiar thing. Mr Mervyn said: I also voted against the amendment, though I agreed not to vote against the Government until I knew what they would do. Questions were then put as follows:—What is this you say, and how could you vote for the Opposition?—(Applause.) Mr Mervyn: I don't know anything about it. The vote was given in good faith.—(Hear, hear.)—But I do not know what you are driving at. Mr Mervyn: You are quite right. I believe that the Government is able to show its faith—(Cheers.)—I will show my friends that I'm not going to vote for anything they ask.—(Hear, hear.)—It is a question of principle, and I am not going to get anything together—except once, when we agreed to differ. Questions were then put as follows:—What is the use you make of this? I agreed with the Government? So I do. Mr Mervyn: Will you resign?—(Laughter.)—No, I will not resign.—(A Voice: 'You are the man to resign.')—(Laughter.)—I am not going to resign. A voice: Have you no answer?—(Laughter.)—I will not resign, and I do not see why I should. If the Government proved to me that they did not intend to carry out what they promised, I would vote against them; but not until then.—(Applause.)—At the conclusion, a vote of confidence in Mr Mervyn was put and lost, and a vote of no-confidence in Mr Armstrong was carried, after which the meeting, which was of a most uproarious character, terminated. — [925, 1958, 1105, 2400]
tide-cell-heads: Heads 7.49 p.m. — [10, 78, 59, 98]
waikouaiti-text: The polling for a member to represent Waikouaiti took place on Saturday, and resulted in the return of Mr James Mills, who represented the district for a session about four years ago. The polling was as follows:— — [925, 938, 1105, 974]
wine-text: Every article of the best brands, at prices defying competition. — [10, 1387, 176, 1405]
funeral-heading-2: FUNERAL NOTICE. — [240, 694, 312, 704]
mercer-text-2: Adjoining Murray's Private Hotel, where he hopes to receive a continuation of the same liberal share of support accorded him during his long term of business in High street, as it will still be his strenuous endeavour to have everything in connection with the trade of the most genuine description, and thus merit a continuance of past favors. — [193, 112, 359, 176]
tea-heading: TEA. TEA. TEA. — [210, 433, 342, 449]
tide-table — [10, 78, 176, 99]
